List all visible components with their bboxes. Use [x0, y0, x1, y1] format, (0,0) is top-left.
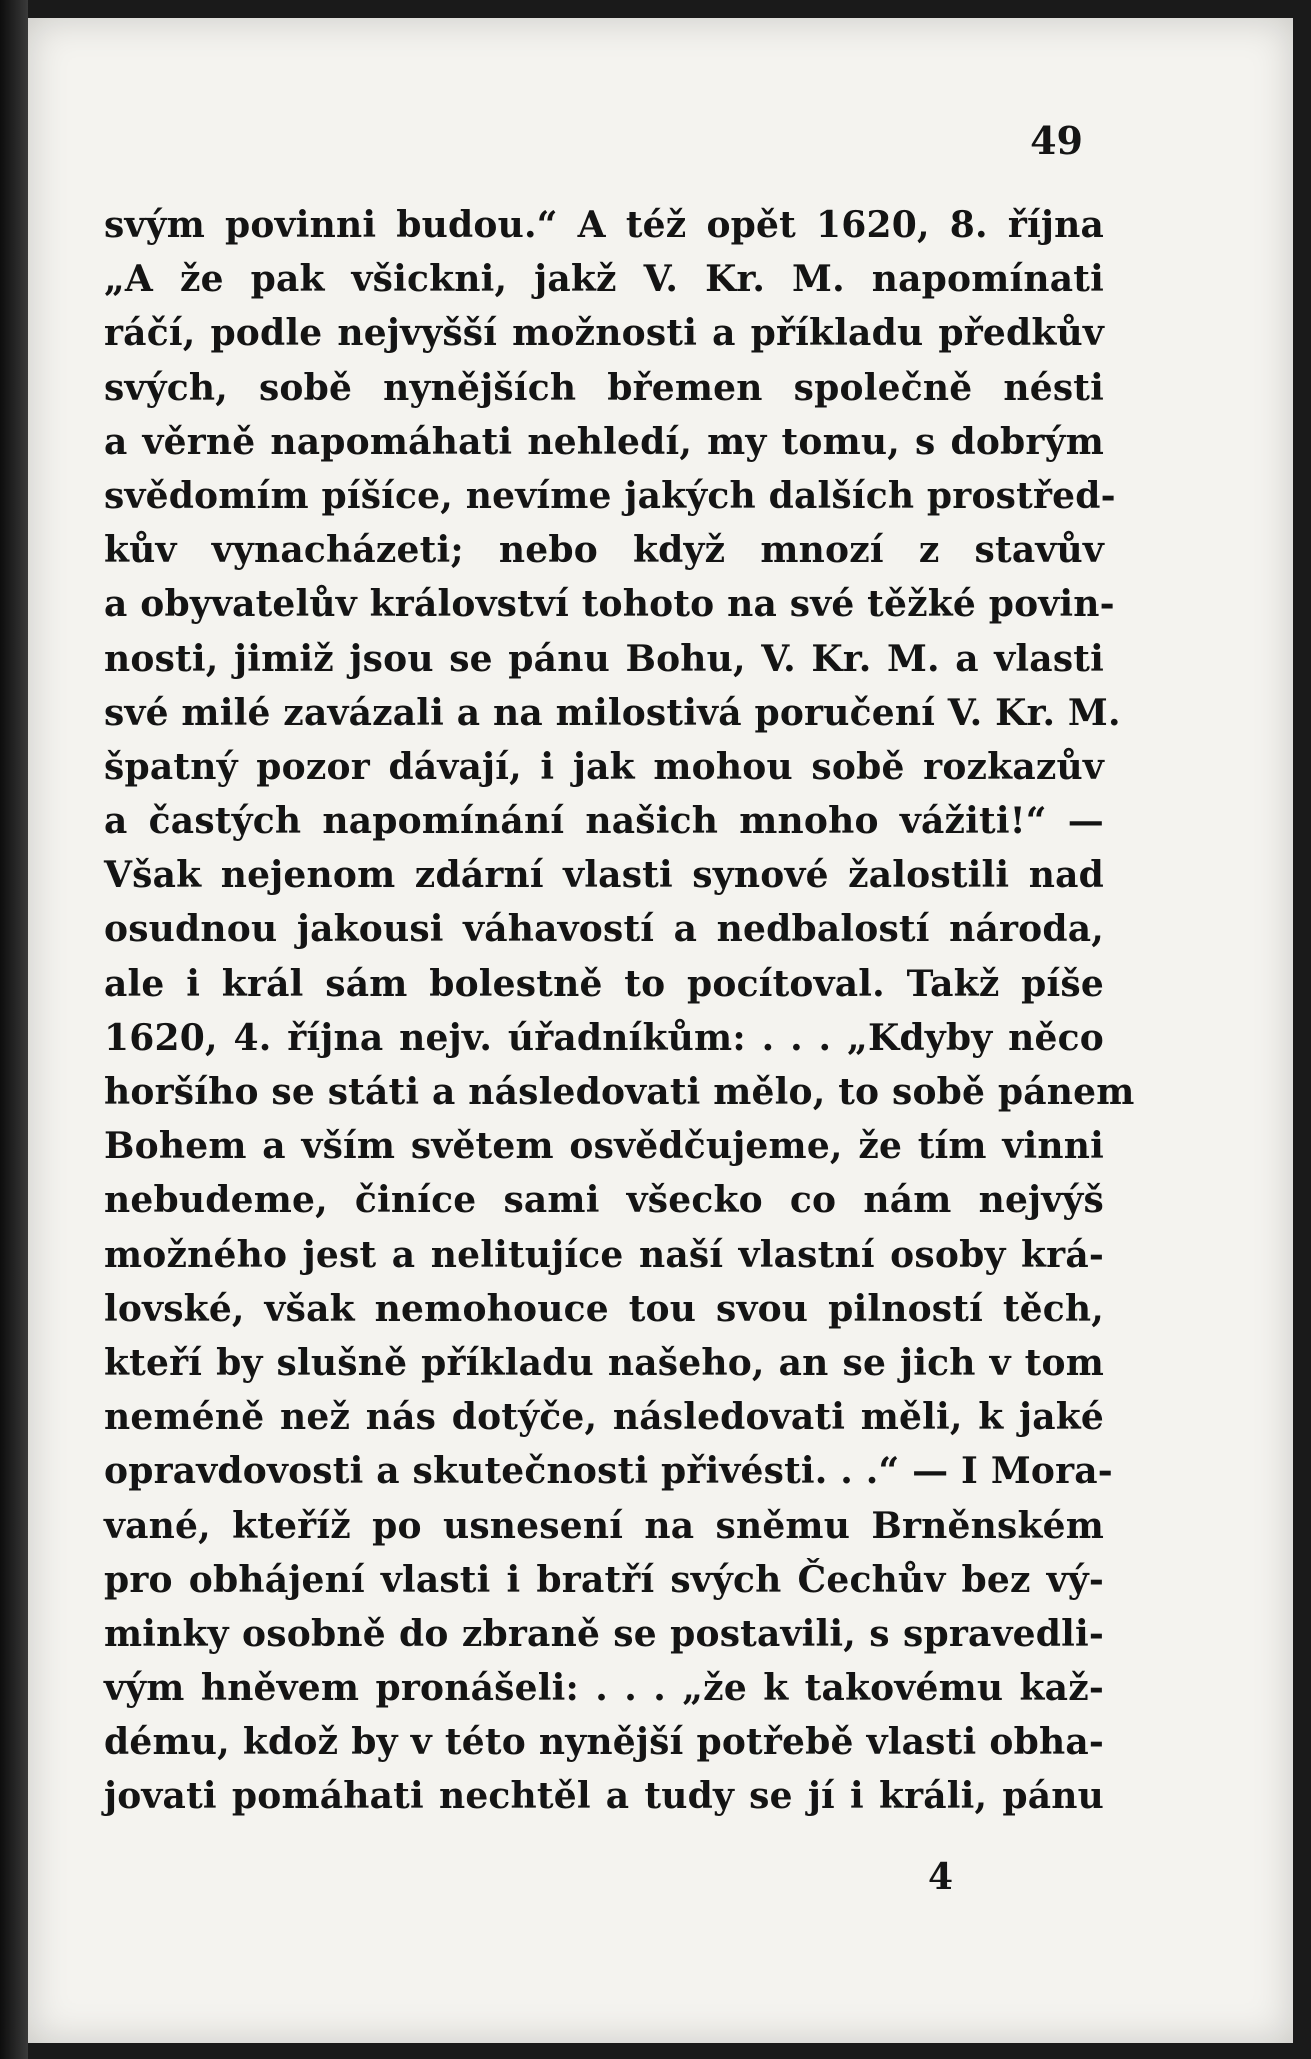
signature-mark: 4: [927, 1856, 953, 1898]
book-spine-edge: [0, 0, 28, 2059]
book-page: [28, 18, 1293, 2043]
text-line: Však nejenom zdární vlasti synové žalostili nad: [104, 854, 1104, 897]
text-line: nebudeme, činíce sami všecko co nám nejvýš: [104, 1179, 1104, 1222]
text-line: osudnou jakousi váhavostí a nedbalostí národa,: [104, 908, 1104, 951]
text-line: minky osobně do zbraně se postavili, s spravedli-: [104, 1612, 1104, 1655]
text-line: svědomím píšíce, nevíme jakých dalších prostřed-: [104, 474, 1116, 517]
page-number: 49: [1030, 118, 1083, 163]
text-line: vým hněvem pronášeli: . . . „že k takovému kaž-: [104, 1667, 1104, 1710]
text-line: ráčí, podle nejvyšší možnosti a příkladu předkův: [104, 312, 1104, 355]
text-line: nosti, jimiž jsou se pánu Bohu, V. Kr. M. a vlasti: [104, 637, 1104, 680]
text-line: dému, kdož by v této nynější potřebě vlasti obha-: [104, 1721, 1104, 1764]
text-line: neméně než nás dotýče, následovati měli, k jaké: [104, 1396, 1104, 1439]
text-line: a věrně napomáhati nehledí, my tomu, s dobrým: [104, 420, 1104, 463]
text-line: „A že pak všickni, jakž V. Kr. M. napomínati: [104, 258, 1104, 301]
body-text: [104, 198, 1135, 1824]
text-line: horšího se státi a následovati mělo, to sobě pánem: [104, 1071, 1135, 1113]
text-line: možného jest a nelitujíce naší vlastní osoby krá-: [104, 1233, 1104, 1276]
text-line: špatný pozor dávají, i jak mohou sobě rozkazův: [104, 745, 1104, 788]
text-line: pro obhájení vlasti i bratří svých Čechův bez vý-: [104, 1558, 1104, 1601]
text-line: a obyvatelův království tohoto na své těžké povin-: [104, 583, 1115, 626]
text-line: svým povinni budou.“ A též opět 1620, 8. října: [104, 204, 1104, 246]
text-line: a častých napomínání našich mnoho vážiti!“ —: [104, 800, 1104, 843]
text-line: Bohem a vším světem osvědčujeme, že tím vinni: [104, 1125, 1104, 1168]
text-line: 1620, 4. října nejv. úřadníkům: . . . „Kdyby něco: [104, 1016, 1104, 1059]
text-line: své milé zavázali a na milostivá poručení V. Kr. M.: [104, 691, 1121, 734]
text-line: kteří by slušně příkladu našeho, an se jich v tom: [104, 1341, 1104, 1384]
text-line: jovati pomáhati nechtěl a tudy se jí i králi, pánu: [104, 1775, 1104, 1818]
text-line: svých, sobě nynějších břemen společně nésti: [104, 366, 1104, 409]
text-line: ale i král sám bolestně to pocítoval. Takž píše: [104, 962, 1104, 1005]
text-line: opravdovosti a skutečnosti přivésti. . .“ — I Mora-: [104, 1450, 1113, 1493]
text-line: vané, kteříž po usnesení na sněmu Brněnském: [104, 1504, 1104, 1547]
text-line: kův vynacházeti; nebo když mnozí z stavův: [104, 529, 1104, 572]
text-line: lovské, však nemohouce tou svou pilností těch,: [104, 1287, 1104, 1330]
